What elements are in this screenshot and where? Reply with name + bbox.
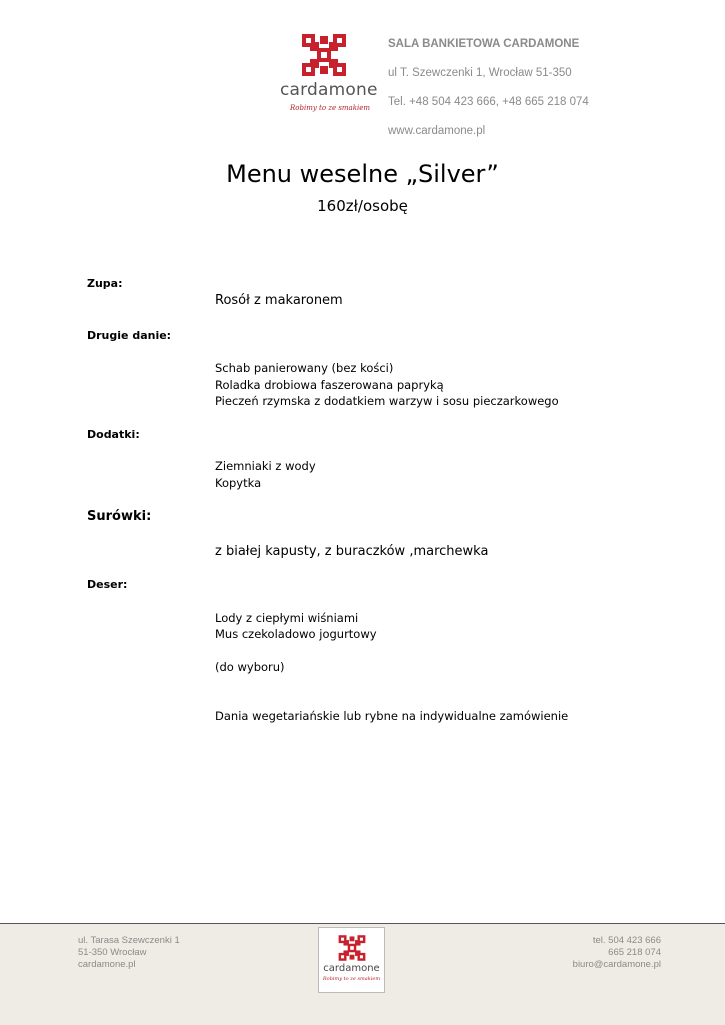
footer-logo-name: cardamone: [323, 963, 380, 974]
page-footer: [0, 923, 725, 1025]
menu-item: Lody z ciepłymi wiśniami: [215, 611, 359, 625]
menu-item: Rosół z makaronem: [215, 293, 343, 308]
section-label-sides: Dodatki:: [87, 428, 140, 441]
footer-phone-1: tel. 504 423 666: [592, 935, 661, 946]
cardamone-logo: [280, 32, 378, 112]
menu-note: Dania wegetariańskie lub rybne na indywidualne zamówienie: [215, 709, 569, 723]
footer-website[interactable]: cardamone.pl: [78, 959, 136, 970]
menu-item: Pieczeń rzymska z dodatkiem warzyw i sosu pieczarkowego: [215, 394, 559, 408]
footer-email[interactable]: biuro@cardamone.pl: [572, 959, 661, 970]
menu-item: Schab panierowany (bez kości): [215, 361, 394, 375]
menu-item: Kopytka: [215, 476, 262, 490]
venue-website[interactable]: www.cardamone.pl: [388, 125, 486, 137]
menu-price: 160zł/osobę: [317, 197, 408, 215]
logo-name: cardamone: [280, 80, 378, 100]
section-label-soup: Zupa:: [87, 277, 123, 290]
section-label-salads: Surówki:: [87, 509, 152, 524]
footer-city: 51-350 Wrocław: [78, 947, 147, 958]
footer-logo-slogan: Robimy to ze smakiem: [322, 976, 381, 982]
footer-logo: [318, 927, 385, 993]
footer-street: ul. Tarasa Szewczenki 1: [78, 935, 180, 946]
header-contact: [388, 30, 589, 146]
venue-name: SALA BANKIETOWA CARDAMONE: [388, 38, 580, 50]
cardamone-emblem-icon: [337, 934, 367, 962]
menu-item: Roladka drobiowa faszerowana papryką: [215, 378, 444, 392]
footer-contact: [573, 935, 661, 971]
footer-address: [78, 935, 180, 971]
menu-title: Menu weselne „Silver”: [226, 160, 499, 188]
menu-item: (do wyboru): [215, 660, 285, 674]
footer-phone-2: 665 218 074: [608, 947, 661, 958]
menu-item: z białej kapusty, z buraczków ,marchewka: [215, 544, 489, 559]
menu-item: Mus czekoladowo jogurtowy: [215, 627, 377, 641]
section-label-main-course: Drugie danie:: [87, 329, 172, 342]
menu-item: Ziemniaki z wody: [215, 459, 316, 473]
venue-address: ul T. Szewczenki 1, Wrocław 51-350: [388, 67, 572, 79]
logo-slogan: Robimy to ze smakiem: [290, 104, 370, 112]
cardamone-emblem-icon: [300, 32, 348, 78]
venue-phone: Tel. +48 504 423 666, +48 665 218 074: [388, 96, 589, 108]
section-label-dessert: Deser:: [87, 578, 128, 591]
